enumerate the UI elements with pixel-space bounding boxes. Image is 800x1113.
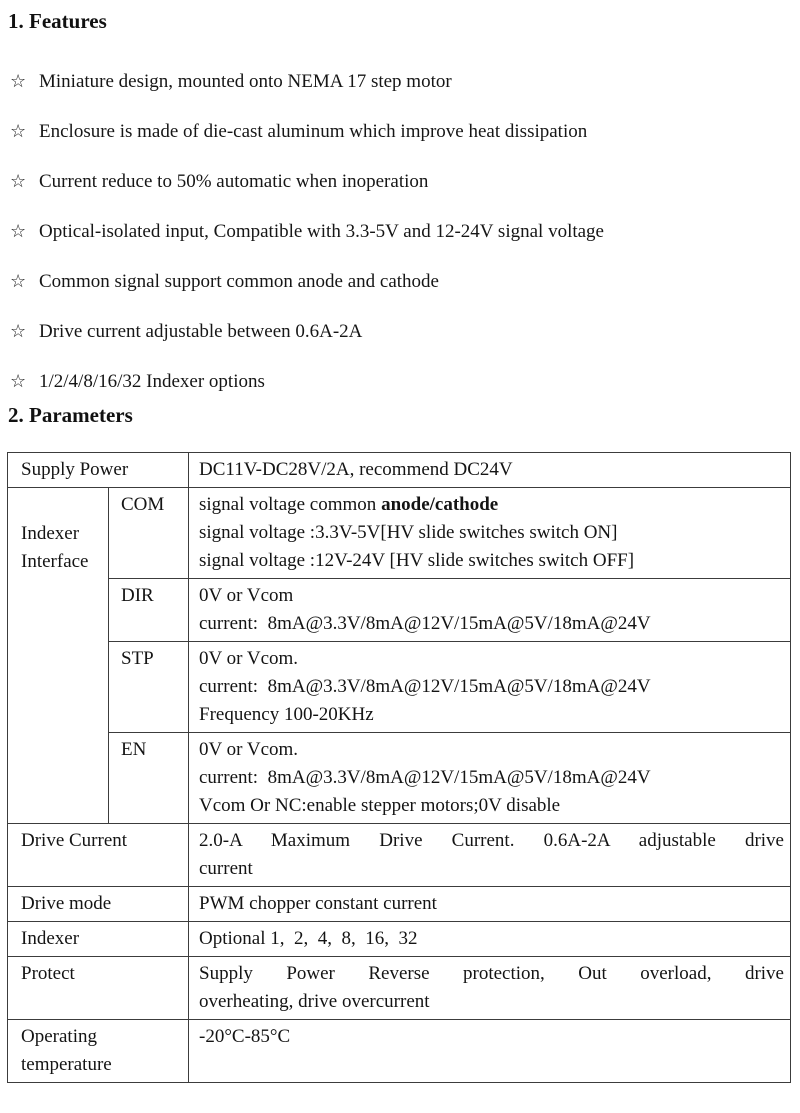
parameters-table: [7, 452, 791, 1083]
star-bullet-icon: ☆: [10, 171, 27, 192]
value-line: Vcom Or NC:enable stepper motors;0V disable: [199, 795, 561, 816]
row-label: Drive mode: [8, 887, 189, 922]
table-row: [8, 488, 791, 579]
row-value: [189, 824, 791, 887]
table-row: [8, 824, 791, 887]
row-label: Drive Current: [8, 824, 189, 887]
signal-name: STP: [109, 642, 189, 733]
value-line: current: 8mA@3.3V/8mA@12V/15mA@5V/18mA@24V: [199, 676, 651, 697]
feature-text: 1/2/4/8/16/32 Indexer options: [39, 371, 265, 392]
value-bold-segment: anode/cathode: [381, 494, 499, 515]
value-line: 0V or Vcom: [199, 585, 294, 606]
table-row: [8, 579, 791, 642]
table-row: [8, 1020, 791, 1083]
value-line: Frequency 100-20KHz: [199, 704, 374, 725]
value-line: Optional 1, 2, 4, 8, 16, 32: [199, 928, 418, 949]
feature-text: Common signal support common anode and cathode: [39, 271, 439, 292]
star-bullet-icon: ☆: [10, 221, 27, 242]
table-row: [8, 453, 791, 488]
star-bullet-icon: ☆: [10, 371, 27, 392]
feature-item: [10, 70, 800, 93]
row-value: [189, 1020, 791, 1083]
value-line: 0V or Vcom.: [199, 739, 299, 760]
value-line: signal voltage :12V-24V [HV slide switches switch OFF]: [199, 550, 635, 571]
star-bullet-icon: ☆: [10, 121, 27, 142]
feature-item: [10, 370, 800, 393]
star-bullet-icon: ☆: [10, 71, 27, 92]
table-row: [8, 887, 791, 922]
value-line: current: 8mA@3.3V/8mA@12V/15mA@5V/18mA@24V: [199, 767, 651, 788]
row-value: [189, 488, 791, 579]
table-row: [8, 957, 791, 1020]
signal-name: EN: [109, 733, 189, 824]
row-value: [189, 579, 791, 642]
value-line: PWM chopper constant current: [199, 893, 437, 914]
row-value: [189, 733, 791, 824]
row-value: [189, 887, 791, 922]
star-bullet-icon: ☆: [10, 321, 27, 342]
signal-name: DIR: [109, 579, 189, 642]
value-line: overheating, drive overcurrent: [199, 991, 430, 1012]
row-value: [189, 642, 791, 733]
value-line: [199, 491, 784, 519]
value-line: -20°C-85°C: [199, 1026, 291, 1047]
feature-item: [10, 170, 800, 193]
row-label: Indexer: [8, 922, 189, 957]
table-row: [8, 642, 791, 733]
value-line: 2.0-A Maximum Drive Current. 0.6A-2A adjustable drive: [199, 830, 784, 851]
row-label: Supply Power: [8, 453, 189, 488]
feature-text: Miniature design, mounted onto NEMA 17 step motor: [39, 71, 452, 92]
value-line: current: 8mA@3.3V/8mA@12V/15mA@5V/18mA@24V: [199, 613, 651, 634]
features-list: [0, 70, 800, 393]
feature-text: Drive current adjustable between 0.6A-2A: [39, 321, 363, 342]
row-value: [189, 453, 791, 488]
value-line: DC11V-DC28V/2A, recommend DC24V: [199, 459, 513, 480]
feature-text: Current reduce to 50% automatic when inoperation: [39, 171, 429, 192]
value-line: signal voltage :3.3V-5V[HV slide switches switch ON]: [199, 522, 618, 543]
feature-text: Enclosure is made of die-cast aluminum which improve heat dissipation: [39, 121, 588, 142]
table-row: [8, 733, 791, 824]
row-label: Protect: [8, 957, 189, 1020]
star-bullet-icon: ☆: [10, 271, 27, 292]
value-line: current: [199, 858, 253, 879]
parameters-heading: 2. Parameters: [8, 403, 133, 427]
group-label: Indexer Interface: [8, 488, 109, 824]
value-segment: signal voltage common: [199, 494, 382, 515]
table-row: [8, 922, 791, 957]
row-value: [189, 922, 791, 957]
feature-item: [10, 320, 800, 343]
row-value: [189, 957, 791, 1020]
signal-name: COM: [109, 488, 189, 579]
features-heading: 1. Features: [8, 9, 107, 33]
row-label: Operating temperature: [8, 1020, 189, 1083]
feature-item: [10, 120, 800, 143]
value-line: 0V or Vcom.: [199, 648, 299, 669]
feature-item: [10, 270, 800, 293]
feature-item: [10, 220, 800, 243]
feature-text: Optical-isolated input, Compatible with 3.3-5V and 12-24V signal voltage: [39, 221, 604, 242]
value-line: Supply Power Reverse protection, Out overload, drive: [199, 963, 784, 984]
